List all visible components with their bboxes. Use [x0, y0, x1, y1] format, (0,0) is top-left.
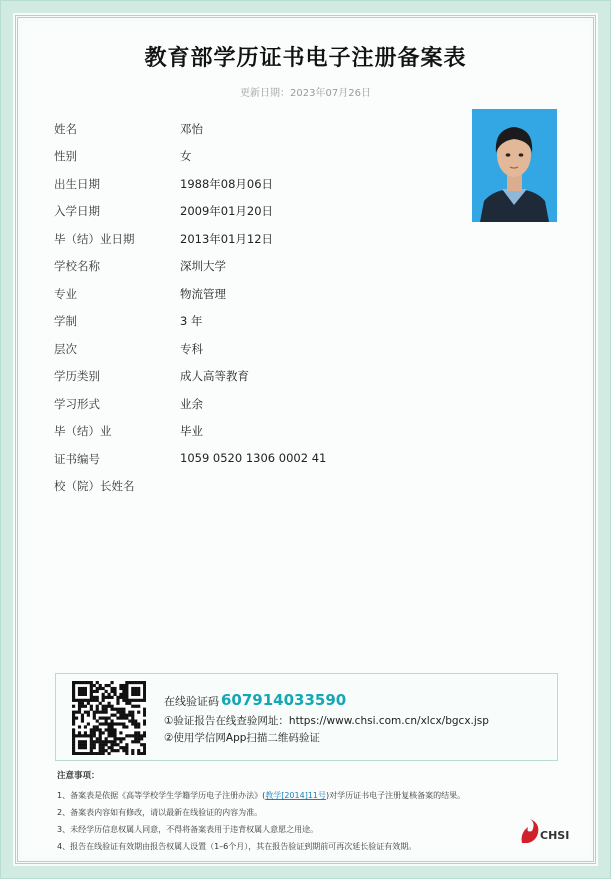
field-label: 层次	[54, 342, 77, 356]
note-1	[57, 790, 557, 807]
field-value: 1988年08月06日	[180, 177, 274, 191]
field-label: 专业	[54, 287, 77, 301]
document-title: 教育部学历证书电子注册备案表	[144, 46, 467, 71]
field-label: 姓名	[54, 122, 77, 136]
notes-section	[57, 769, 557, 858]
field-label: 学历类别	[54, 369, 100, 383]
verification-box	[55, 673, 558, 761]
field-value: 2013年01月12日	[180, 232, 274, 246]
field-label: 出生日期	[54, 177, 100, 191]
update-date: 更新日期：2023年07月26日	[240, 88, 371, 99]
note-2: 2、备案表内容如有修改，请以最新在线验证的内容为准。	[57, 808, 263, 817]
field-value: 专科	[180, 342, 203, 356]
field-value: 3 年	[180, 314, 203, 328]
field-label: 性别	[54, 149, 77, 163]
verification-code-label: 在线验证码	[164, 695, 219, 708]
note-text: 1、备案表是依据《高等学校学生学籍学历电子注册办法》(	[57, 791, 266, 800]
field-value: 2009年01月20日	[180, 204, 274, 218]
field-value: 深圳大学	[180, 259, 226, 273]
note-3: 3、未经学历信息权属人同意，不得将备案表用于违背权属人意愿之用途。	[57, 825, 319, 834]
field-label: 学习形式	[54, 397, 100, 411]
chsi-flame-icon	[518, 819, 540, 845]
verification-app-line: ②使用学信网App扫描二维码验证	[164, 732, 320, 744]
chsi-logo	[518, 819, 570, 845]
note-text: )对学历证书电子注册复核备案的结果。	[326, 791, 466, 800]
field-value: 邓怡	[180, 122, 203, 136]
qr-code[interactable]	[72, 681, 146, 755]
verification-code-line	[164, 691, 346, 709]
verification-url-line: ①验证报告在线查验网址：https://www.chsi.com.cn/xlcx/bgcx.jsp	[164, 715, 489, 727]
field-label: 毕（结）业日期	[54, 232, 135, 246]
regulation-link[interactable]: 教学[2014]11号	[265, 791, 326, 800]
field-label: 入学日期	[54, 204, 100, 218]
field-value: 1059 0520 1306 0002 41	[180, 451, 327, 465]
field-label: 证书编号	[54, 452, 100, 466]
field-value: 成人高等教育	[180, 369, 249, 383]
student-photo	[472, 109, 557, 222]
field-value: 女	[180, 149, 192, 163]
field-label: 校（院）长姓名	[54, 479, 135, 493]
field-value: 物流管理	[180, 287, 226, 301]
field-value: 业余	[180, 397, 203, 411]
field-label: 学校名称	[54, 259, 100, 273]
field-label: 毕（结）业	[54, 424, 112, 438]
field-label: 学制	[54, 314, 77, 328]
logo-text: CHSI	[540, 829, 570, 842]
note-4: 4、报告在线验证有效期由报告权属人设置（1–6个月），其在报告验证到期前可再次延长验证有效期。	[57, 842, 417, 851]
verification-code: 607914033590	[221, 691, 347, 709]
field-value: 毕业	[180, 424, 203, 438]
notes-heading: 注意事项：	[57, 771, 100, 781]
